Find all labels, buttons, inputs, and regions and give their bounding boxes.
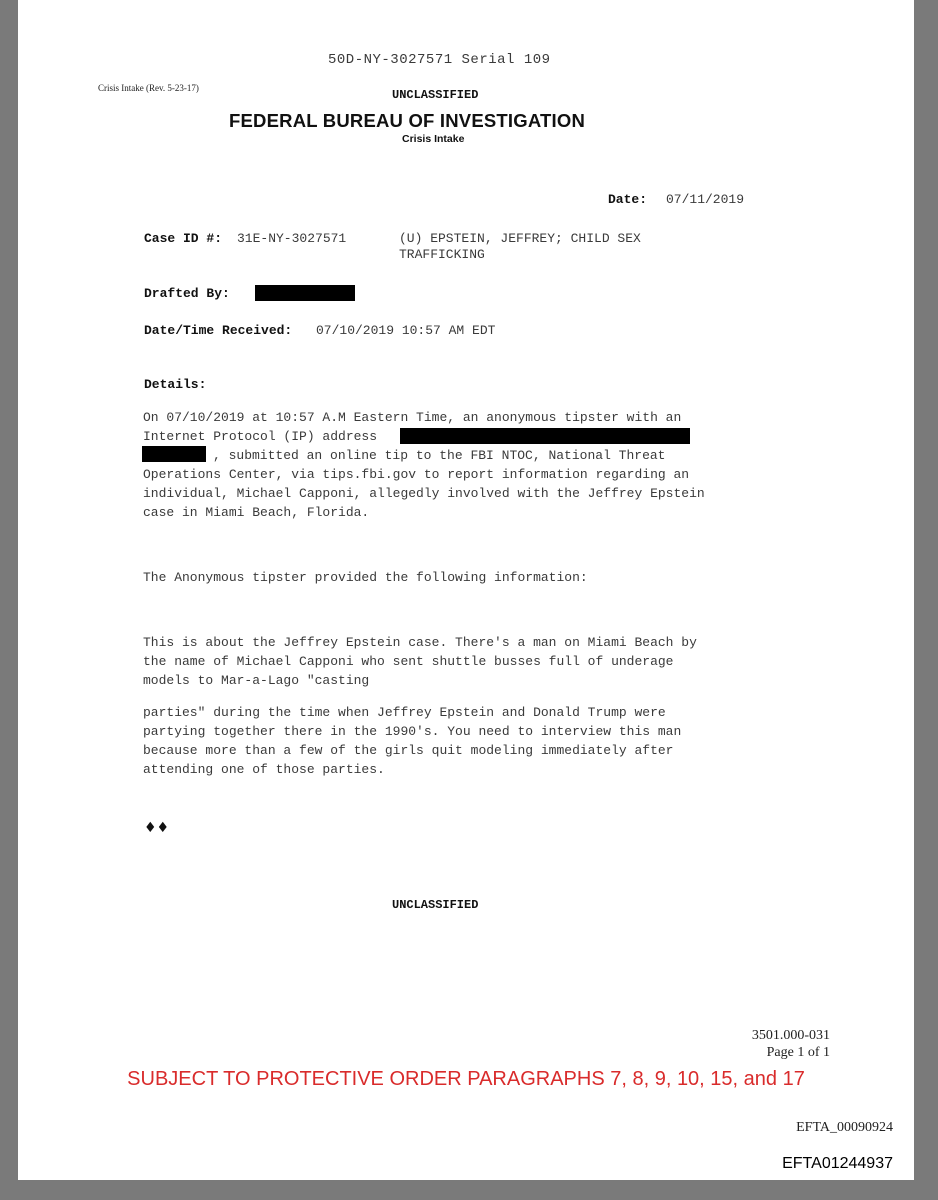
tip-paragraph-2 [143, 703, 681, 779]
end-mark: ♦♦ [144, 820, 170, 836]
case-title-line2: TRAFFICKING [399, 247, 485, 262]
page-info: Page 1 of 1 [766, 1045, 830, 1060]
para1-line: Operations Center, via tips.fbi.gov to report information regarding an [143, 467, 690, 482]
para1-line: Internet Protocol (IP) address [143, 429, 378, 444]
classification-bottom: UNCLASSIFIED [392, 898, 479, 912]
redaction-drafted-by [255, 285, 355, 301]
para4-line: parties" during the time when Jeffrey Epstein and Donald Trump were [143, 705, 666, 720]
para1-line: , submitted an online tip to the FBI NTOC, National Threat [213, 448, 666, 463]
case-title-line1: (U) EPSTEIN, JEFFREY; CHILD SEX [399, 231, 641, 246]
received-value: 07/10/2019 10:57 AM EDT [316, 323, 496, 338]
protective-order-stamp: SUBJECT TO PROTECTIVE ORDER PARAGRAPHS 7, 8, 9, 10, 15, and 17 [127, 1068, 805, 1090]
redaction-ip-address-part1 [400, 428, 690, 444]
serial-number: 50D-NY-3027571 Serial 109 [328, 52, 551, 68]
details-label: Details: [144, 377, 207, 392]
date-label: Date: [608, 192, 648, 207]
document-page [18, 0, 914, 1180]
para4-line: attending one of those parties. [143, 762, 385, 777]
tip-paragraph-1 [143, 633, 697, 690]
agency-title: FEDERAL BUREAU OF INVESTIGATION [229, 110, 586, 131]
para1-line: On 07/10/2019 at 10:57 A.M Eastern Time, an anonymous tipster with an [143, 410, 682, 425]
para4-line: partying together there in the 1990's. You need to interview this man [143, 724, 682, 739]
para3-line: models to Mar-a-Lago "casting [143, 673, 370, 688]
date-value: 07/11/2019 [666, 192, 745, 207]
case-id-label: Case ID #: [144, 231, 223, 246]
classification-top: UNCLASSIFIED [392, 88, 479, 102]
form-id: Crisis Intake (Rev. 5-23-17) [98, 83, 199, 93]
bates-number-2: EFTA01244937 [782, 1155, 893, 1172]
details-paragraph-2 [143, 568, 588, 587]
para2-line: The Anonymous tipster provided the following information: [143, 570, 588, 585]
case-id-value: 31E-NY-3027571 [237, 231, 347, 246]
para1-line: individual, Michael Capponi, allegedly involved with the Jeffrey Epstein [143, 486, 705, 501]
para4-line: because more than a few of the girls quit modeling immediately after [143, 743, 674, 758]
para3-line: This is about the Jeffrey Epstein case. There's a man on Miami Beach by [143, 635, 697, 650]
details-paragraph-1 [143, 408, 705, 522]
received-label: Date/Time Received: [144, 323, 293, 338]
drafted-by-label: Drafted By: [144, 286, 230, 301]
redaction-ip-address-part2 [142, 446, 206, 462]
para3-line: the name of Michael Capponi who sent shuttle busses full of underage [143, 654, 674, 669]
para1-line: case in Miami Beach, Florida. [143, 505, 370, 520]
bates-number-1: EFTA_00090924 [796, 1120, 893, 1135]
document-number: 3501.000-031 [751, 1028, 830, 1043]
form-name: Crisis Intake [402, 133, 465, 145]
